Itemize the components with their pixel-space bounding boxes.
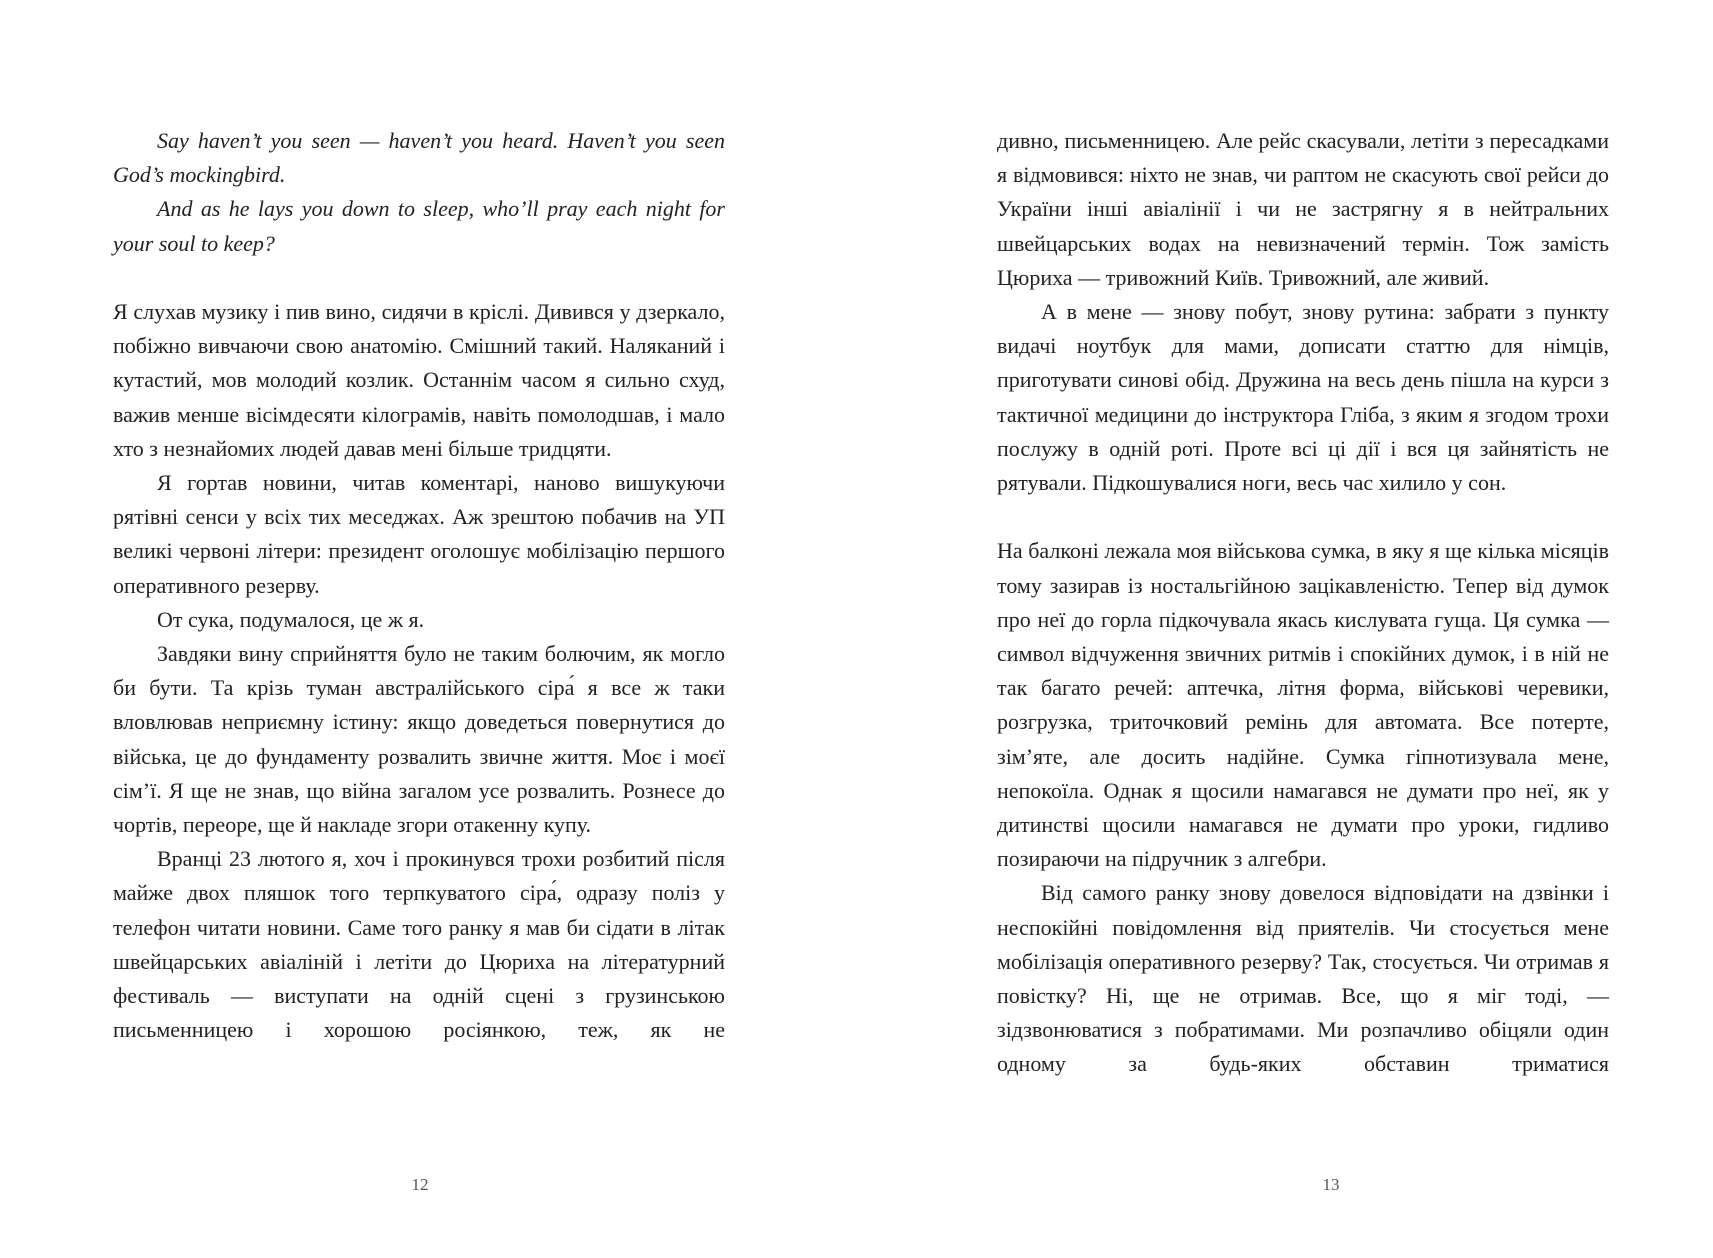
section-gap (997, 500, 1609, 534)
right-page (856, 0, 1713, 1258)
paragraph: На балконі лежала моя військова сумка, в яку я ще кілька місяців тому зазирав із ностальгійною зацікавленістю. Тепер від думок про неї до горла підкочувала якась кислувата гуща. Ця сумка — символ відчуження звичних ритмів і спокійних думок, і в ній не так багато речей: аптечка, літня форма, військові черевики, розгрузка, триточковий ремінь для автомата. Все потерте, зім’яте, але досить надійне. Сумка гіпнотизувала мене, непокоїла. Однак я щосили намагався не думати про неї, як у дитинстві щосили намагався не думати про уроки, гидливо позираючи на підручник з алгебри. (997, 538, 1609, 872)
paragraph: дивно, письменницею. Але рейс скасували, летіти з пересадками я відмовився: ніхто не знав, чи раптом не скасують свої рейси до України інші авіалінії і чи не застрягну я в нейтральних швейцарських водах на невизначений термін. Тож замість Цюриха — тривожний Київ. Тривожний, але живий. (997, 128, 1609, 290)
left-text-column (113, 124, 725, 1047)
paragraph: От сука, подумалося, це ж я. (157, 606, 425, 632)
paragraph: Я гортав новини, читав коментарі, наново вишукуючи рятівні сенси у всіх тих меседжах. Аж зрештою побачив на УП великі червоні літери: президент оголошує мобілізацію першого оперативного резерву. (113, 470, 725, 598)
right-text-column (997, 124, 1609, 1082)
paragraph: Вранці 23 лютого я, хоч і прокинувся трохи розбитий після майже двох пляшок того терпкуватого сіра́, одразу поліз у телефон читати новини. Саме того ранку я мав би сідати в літак швейцарських авіаліній і летіти до Цюриха на літературний фестиваль — виступати на одній сцені з грузинською письменницею і хорошою росіянкою, теж, як не (113, 846, 725, 1043)
page-number: 12 (411, 1175, 429, 1194)
section-gap (113, 261, 725, 295)
epigraph-line-1: Say haven’t you seen — haven’t you heard. Haven’t you seen God’s mockingbird. (113, 128, 725, 188)
left-page (0, 0, 856, 1258)
paragraph: Я слухав музику і пив вино, сидячи в кріслі. Дивився у дзеркало, побіжно вивчаючи свою анатомію. Смішний такий. Наляканий і кутастий, мов молодий козлик. Останнім часом я сильно схуд, важив менше вісімдесяти кілограмів, навіть помолодшав, і мало хто з незнайомих людей давав мені більше тридцяти. (113, 299, 725, 461)
page-number: 13 (1322, 1175, 1340, 1194)
epigraph-line-2: And as he lays you down to sleep, who’ll pray each night for your soul to keep? (113, 196, 725, 256)
paragraph: Від самого ранку знову довелося відповідати на дзвінки і неспокійні повідомлення від приятелів. Чи стосується мене мобілізація оперативного резерву? Так, стосується. Чи отримав я повістку? Ні, ще не отримав. Все, що я міг тоді, — зідзвонюватися з побратимами. Ми розпачливо обіцяли один одному за будь-яких обставин триматися (997, 880, 1609, 1077)
paragraph: Завдяки вину сприйняття було не таким болючим, як могло би бути. Та крізь туман австралійського сіра́ я все ж таки вловлював неприємну істину: якщо доведеться повернутися до війська, це до фундаменту розвалить звичне життя. Моє і моєї сім’ї. Я ще не знав, що війна загалом усе розвалить. Рознесе до чортів, переоре, ще й накладе згори отакенну купу. (113, 641, 725, 838)
paragraph: А в мене — знову побут, знову рутина: забрати з пункту видачі ноутбук для мами, дописати статтю для німців, приготувати синові обід. Дружина на весь день пішла на курси з тактичної медицини до інструктора Гліба, з яким я згодом трохи послужу в одній роті. Проте всі ці дії і вся ця зайнятість не рятували. Підкошувалися ноги, весь час хилило у сон. (997, 299, 1609, 496)
